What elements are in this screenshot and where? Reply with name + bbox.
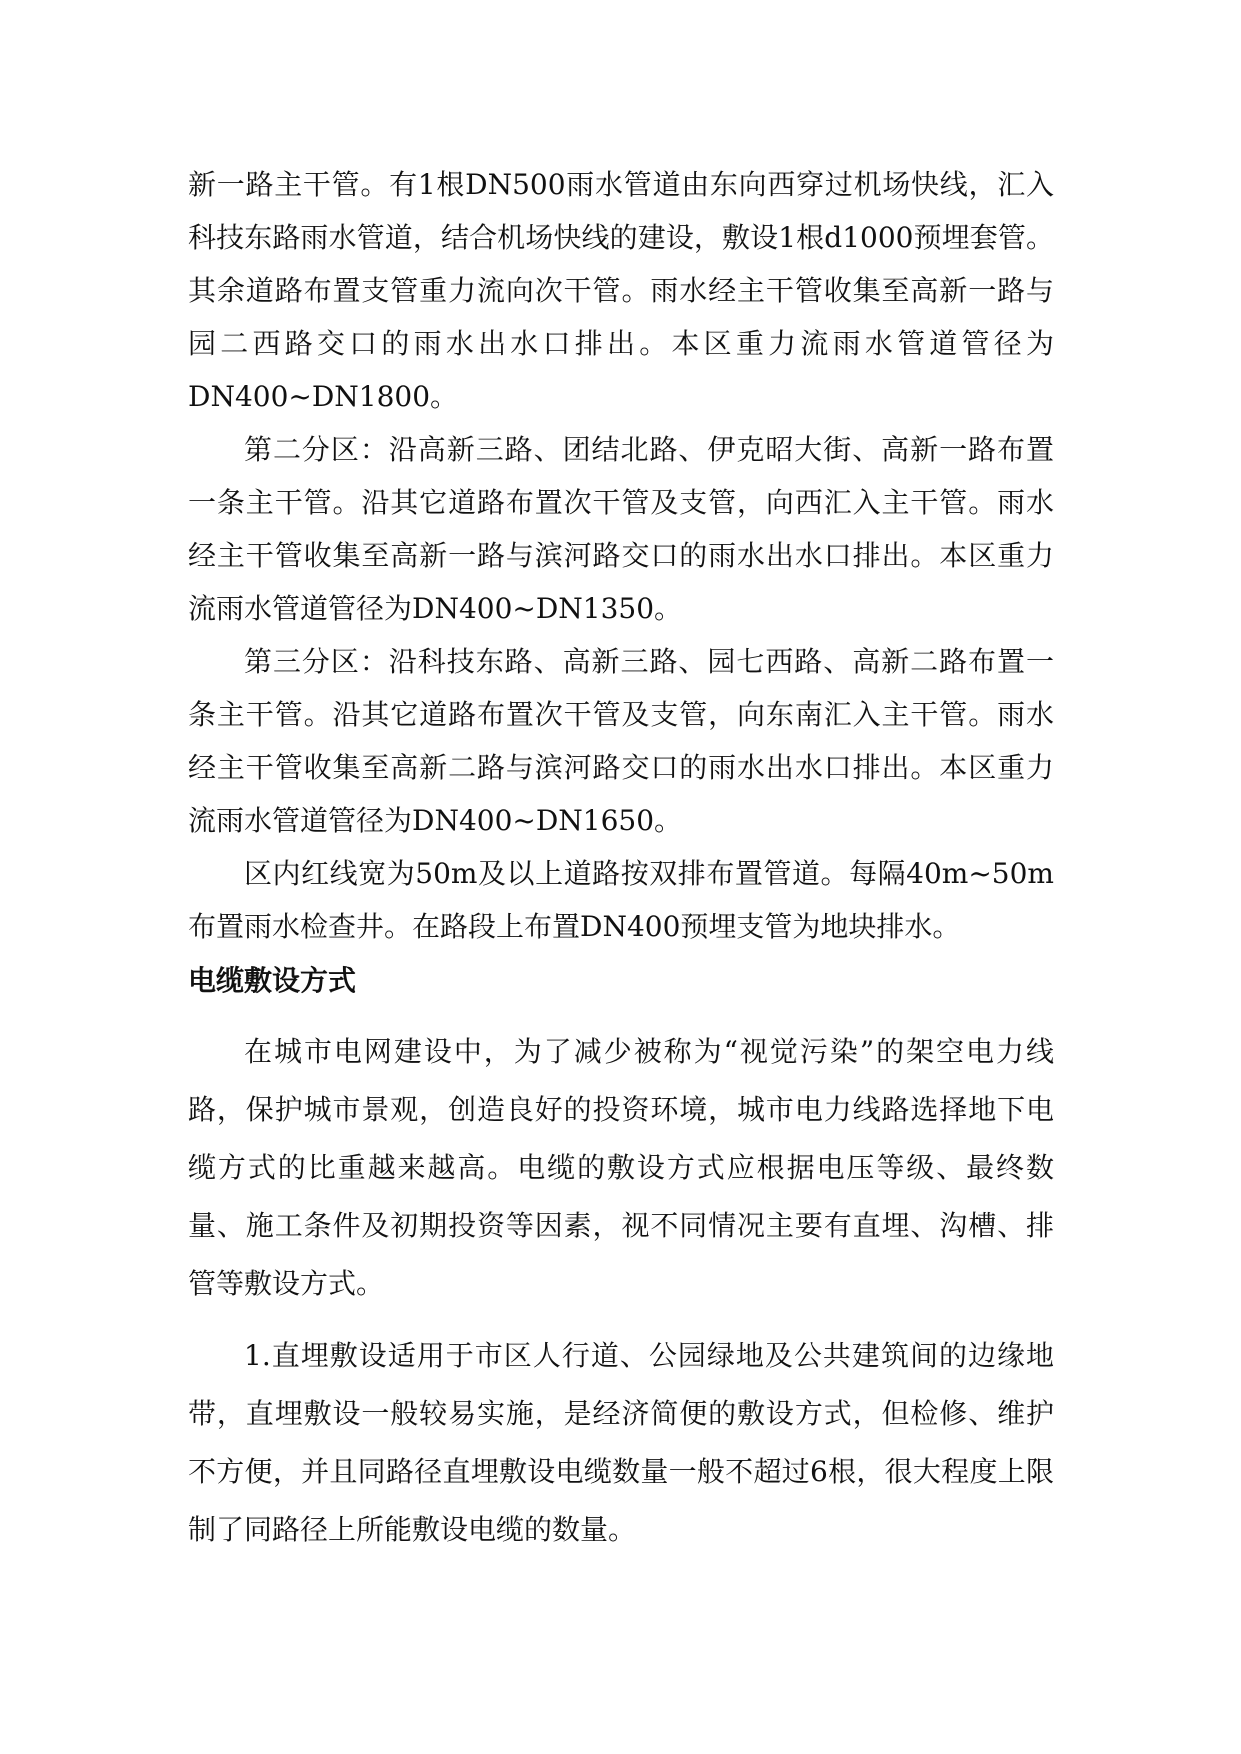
paragraph-direct-burial: 1.直埋敷设适用于市区人行道、公园绿地及公共建筑间的边缘地带，直埋敷设一般较易实施，是经济简便的敷设方式，但检修、维护不方便，并且同路径直埋敷设电缆数量一般不超过6根，很大程度上限制了同路径上所能敷设电缆的数量。 <box>188 1339 1054 1546</box>
paragraph-cable-intro: 在城市电网建设中，为了减少被称为“视觉污染”的架空电力线路，保护城市景观，创造良好的投资环境，城市电力线路选择地下电缆方式的比重越来越高。电缆的敷设方式应根据电压等级、最终数量、施工条件及初期投资等因素，视不同情况主要有直埋、沟槽、排管等敷设方式。 <box>188 1035 1054 1300</box>
paragraph-pipe-layout: 区内红线宽为50m及以上道路按双排布置管道。每隔40m~50m布置雨水检查井。在路段上布置DN400预埋支管为地块排水。 <box>188 857 1054 943</box>
document-body <box>188 158 1054 1559</box>
paragraph-zone-three: 第三分区：沿科技东路、高新三路、园七西路、高新二路布置一条主干管。沿其它道路布置次干管及支管，向东南汇入主干管。雨水经主干管收集至高新二路与滨河路交口的雨水出水口排出。本区重力流雨水管道管径为DN400~DN1650。 <box>188 645 1054 837</box>
section-heading: 电缆敷设方式 <box>188 964 357 997</box>
paragraph-continuation: 新一路主干管。有1根DN500雨水管道由东向西穿过机场快线，汇入科技东路雨水管道，结合机场快线的建设，敷设1根d1000预埋套管。其余道路布置支管重力流向次干管。雨水经主干管收集至高新一路与园二西路交口的雨水出水口排出。本区重力流雨水管道管径为DN400~DN1800。 <box>188 168 1054 413</box>
paragraph-zone-two: 第二分区：沿高新三路、团结北路、伊克昭大街、高新一路布置一条主干管。沿其它道路布置次干管及支管，向西汇入主干管。雨水经主干管收集至高新一路与滨河路交口的雨水出水口排出。本区重力流雨水管道管径为DN400~DN1350。 <box>188 433 1054 625</box>
